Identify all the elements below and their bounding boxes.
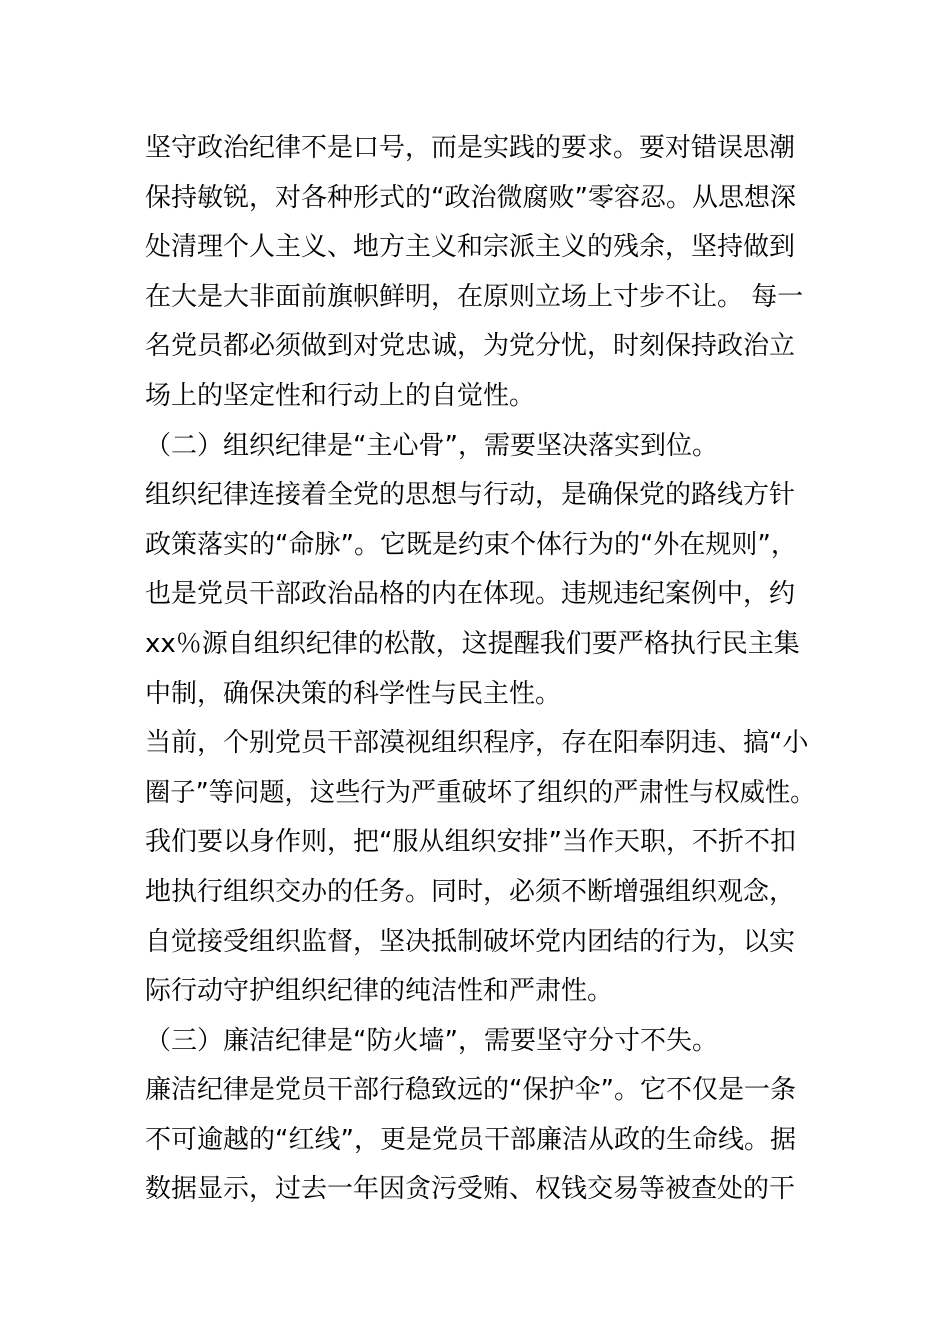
text-line: 处清理个人主义、地方主义和宗派主义的残余，坚持做到 [145, 232, 796, 263]
text-line: 在大是大非面前旗帜鲜明，在原则立场上寸步不让。 每一 [145, 281, 804, 312]
text-line: 组织纪律连接着全党的思想与行动，是确保党的路线方针 [145, 480, 796, 511]
text-line: 场上的坚定性和行动上的自觉性。 [145, 380, 536, 411]
text-line: 不可逾越的“红线”，更是党员干部廉洁从政的生命线。据 [145, 1124, 796, 1155]
text-line: 圈子”等问题，这些行为严重破坏了组织的严肃性与权威性。 [145, 777, 816, 808]
text-line: 廉洁纪律是党员干部行稳致远的“保护伞”。它不仅是一条 [145, 1075, 796, 1106]
text-line: 自觉接受组织监督，坚决抵制破坏党内团结的行为，以实 [145, 926, 796, 957]
text-line: 当前，个别党员干部漠视组织程序，存在阳奉阴违、搞“小 [145, 728, 809, 759]
text-line: 政策落实的“命脉”。它既是约束个体行为的“外在规则”， [145, 529, 797, 560]
text-line: 际行动守护组织纪律的纯洁性和严肃性。 [145, 976, 614, 1007]
text-line: 保持敏锐，对各种形式的“政治微腐败”零容忍。从思想深 [145, 182, 796, 213]
text-line: 我们要以身作则，把“服从组织安排”当作天职，不折不扣 [145, 827, 796, 858]
body-text [145, 124, 815, 1215]
section-heading-2: （二）组织纪律是“主心骨”，需要坚决落实到位。 [145, 430, 718, 461]
text-line: 名党员都必须做到对党忠诚，为党分忧，时刻保持政治立 [145, 331, 796, 362]
text-line: xx％源自组织纪律的松散，这提醒我们要严格执行民主集 [145, 628, 800, 659]
text-line: 中制，确保决策的科学性与民主性。 [145, 678, 562, 709]
text-line: 数据显示，过去一年因贪污受贿、权钱交易等被查处的干 [145, 1174, 796, 1205]
text-line: 也是党员干部政治品格的内在体现。违规违纪案例中，约 [145, 579, 796, 610]
text-line: 坚守政治纪律不是口号，而是实践的要求。要对错误思潮 [145, 133, 796, 163]
section-heading-3: （三）廉洁纪律是“防火墙”，需要坚守分寸不失。 [145, 1025, 718, 1056]
text-line: 地执行组织交办的任务。同时，必须不断增强组织观念， [145, 876, 796, 907]
